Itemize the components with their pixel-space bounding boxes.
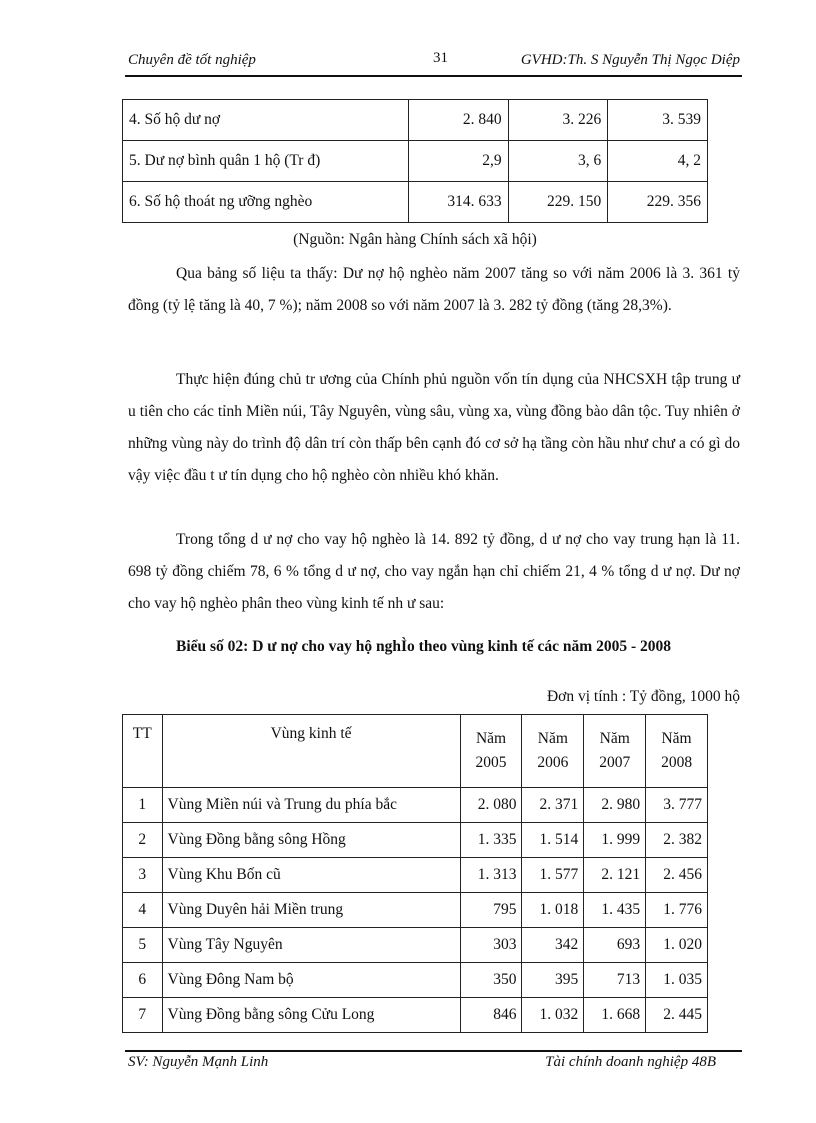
- cell-value: 2. 121: [584, 858, 646, 893]
- row-index: 5: [123, 928, 163, 963]
- cell-value: 2. 456: [646, 858, 708, 893]
- region-name: Vùng Tây Nguyên: [162, 928, 460, 963]
- cell-value: 4, 2: [608, 141, 708, 182]
- cell-value: 1. 018: [522, 893, 584, 928]
- cell-value: 1. 999: [584, 823, 646, 858]
- table-header-row: [123, 715, 708, 788]
- region-name: Vùng Khu Bốn cũ: [162, 858, 460, 893]
- table-row: [123, 963, 708, 998]
- table-row: [123, 893, 708, 928]
- region-name: Vùng Miền núi và Trung du phía bắc: [162, 788, 460, 823]
- cell-value: 3, 6: [508, 141, 608, 182]
- footer-major: Tài chính doanh nghiệp 48B: [545, 1054, 716, 1070]
- regional-loans-table: [122, 714, 708, 1033]
- cell-value: 2. 382: [646, 823, 708, 858]
- header-advisor: GVHD:Th. S Nguyễn Thị Ngọc Diệp: [520, 52, 740, 68]
- table-row: [123, 182, 708, 223]
- table-source-note: (Nguồn: Ngân hàng Chính sách xã hội): [293, 231, 537, 248]
- header-year: Năm 2006: [522, 715, 584, 788]
- cell-value: 713: [584, 963, 646, 998]
- header-region: Vùng kinh tế: [162, 715, 460, 788]
- cell-value: 350: [460, 963, 522, 998]
- row-label: 4. Số hộ dư nợ: [123, 100, 409, 141]
- page-header: [128, 52, 740, 74]
- cell-value: 1. 035: [646, 963, 708, 998]
- unit-note: Đơn vị tính : Tỷ đồng, 1000 hộ: [546, 688, 740, 705]
- cell-value: 1. 577: [522, 858, 584, 893]
- row-label: 6. Số hộ thoát ng ưỡng nghèo: [123, 182, 409, 223]
- cell-value: 1. 668: [584, 998, 646, 1033]
- cell-value: 2. 445: [646, 998, 708, 1033]
- cell-value: 3. 539: [608, 100, 708, 141]
- table-row: [123, 100, 708, 141]
- paragraph-1: Qua bảng số liệu ta thấy: Dư nợ hộ nghèo năm 2007 tăng so với năm 2006 là 3. 361 tỷ đồng (tỷ lệ tăng là 40, 7 %); năm 2008 so với năm 2007 là 3. 282 tỷ đồng (tăng 28,3%).: [128, 265, 740, 314]
- cell-value: 229. 150: [508, 182, 608, 223]
- region-name: Vùng Đông Nam bộ: [162, 963, 460, 998]
- cell-value: 1. 776: [646, 893, 708, 928]
- header-tt: TT: [123, 715, 163, 788]
- continued-data-table: [122, 99, 708, 223]
- region-name: Vùng Đồng bằng sông Hồng: [162, 823, 460, 858]
- cell-value: 1. 335: [460, 823, 522, 858]
- table-row: [123, 823, 708, 858]
- cell-value: 395: [522, 963, 584, 998]
- cell-value: 1. 435: [584, 893, 646, 928]
- row-index: 4: [123, 893, 163, 928]
- row-label: 5. Dư nợ bình quân 1 hộ (Tr đ): [123, 141, 409, 182]
- cell-value: 1. 020: [646, 928, 708, 963]
- table-row: [123, 141, 708, 182]
- header-year: Năm 2005: [460, 715, 522, 788]
- row-index: 2: [123, 823, 163, 858]
- cell-value: 2. 980: [584, 788, 646, 823]
- cell-value: 3. 777: [646, 788, 708, 823]
- cell-value: 846: [460, 998, 522, 1033]
- cell-value: 693: [584, 928, 646, 963]
- row-index: 7: [123, 998, 163, 1033]
- cell-value: 2,9: [408, 141, 508, 182]
- table-row: [123, 998, 708, 1033]
- cell-value: 2. 840: [408, 100, 508, 141]
- cell-value: 1. 514: [522, 823, 584, 858]
- row-index: 6: [123, 963, 163, 998]
- footer-divider: [125, 1050, 742, 1052]
- cell-value: 1. 313: [460, 858, 522, 893]
- page-number: 31: [433, 50, 448, 66]
- cell-value: 2. 080: [460, 788, 522, 823]
- header-divider: [125, 75, 742, 77]
- header-year: Năm 2008: [646, 715, 708, 788]
- cell-value: 795: [460, 893, 522, 928]
- row-index: 3: [123, 858, 163, 893]
- row-index: 1: [123, 788, 163, 823]
- table-row: [123, 928, 708, 963]
- table-row: [123, 788, 708, 823]
- table-row: [123, 858, 708, 893]
- header-thesis-title: Chuyên đề tốt nghiệp: [128, 52, 256, 68]
- paragraph-3: Trong tổng d ư nợ cho vay hộ nghèo là 14. 892 tỷ đồng, d ư nợ cho vay trung hạn là 11. 698 tỷ đồng chiếm 78, 6 % tổng d ư nợ, cho vay ngắn hạn chỉ chiếm 21, 4 % tổng d ư nợ. Dư nợ cho vay hộ nghèo phân theo vùng kinh tế nh ư sau:: [128, 531, 740, 612]
- cell-value: 303: [460, 928, 522, 963]
- region-name: Vùng Đồng bằng sông Cửu Long: [162, 998, 460, 1033]
- footer-student: SV: Nguyễn Mạnh Linh: [128, 1054, 269, 1070]
- cell-value: 1. 032: [522, 998, 584, 1033]
- header-year: Năm 2007: [584, 715, 646, 788]
- cell-value: 3. 226: [508, 100, 608, 141]
- cell-value: 2. 371: [522, 788, 584, 823]
- cell-value: 229. 356: [608, 182, 708, 223]
- region-name: Vùng Duyên hải Miền trung: [162, 893, 460, 928]
- paragraph-2: Thực hiện đúng chủ tr ương của Chính phủ nguồn vốn tín dụng của NHCSXH tập trung ư u tiên cho các tỉnh Miền núi, Tây Nguyên, vùng sâu, vùng xa, vùng đồng bào dân tộc. Tuy nhiên ở những vùng này do trình độ dân trí còn thấp bên cạnh đó cơ sở hạ tầng còn hầu như chư a có gì do vậy việc đầu t ư tín dụng cho hộ nghèo còn nhiều khó khăn.: [128, 371, 740, 484]
- cell-value: 314. 633: [408, 182, 508, 223]
- table-caption: Biểu số 02: D ư nợ cho vay hộ nghÌo theo vùng kinh tế các năm 2005 - 2008: [176, 638, 671, 655]
- cell-value: 342: [522, 928, 584, 963]
